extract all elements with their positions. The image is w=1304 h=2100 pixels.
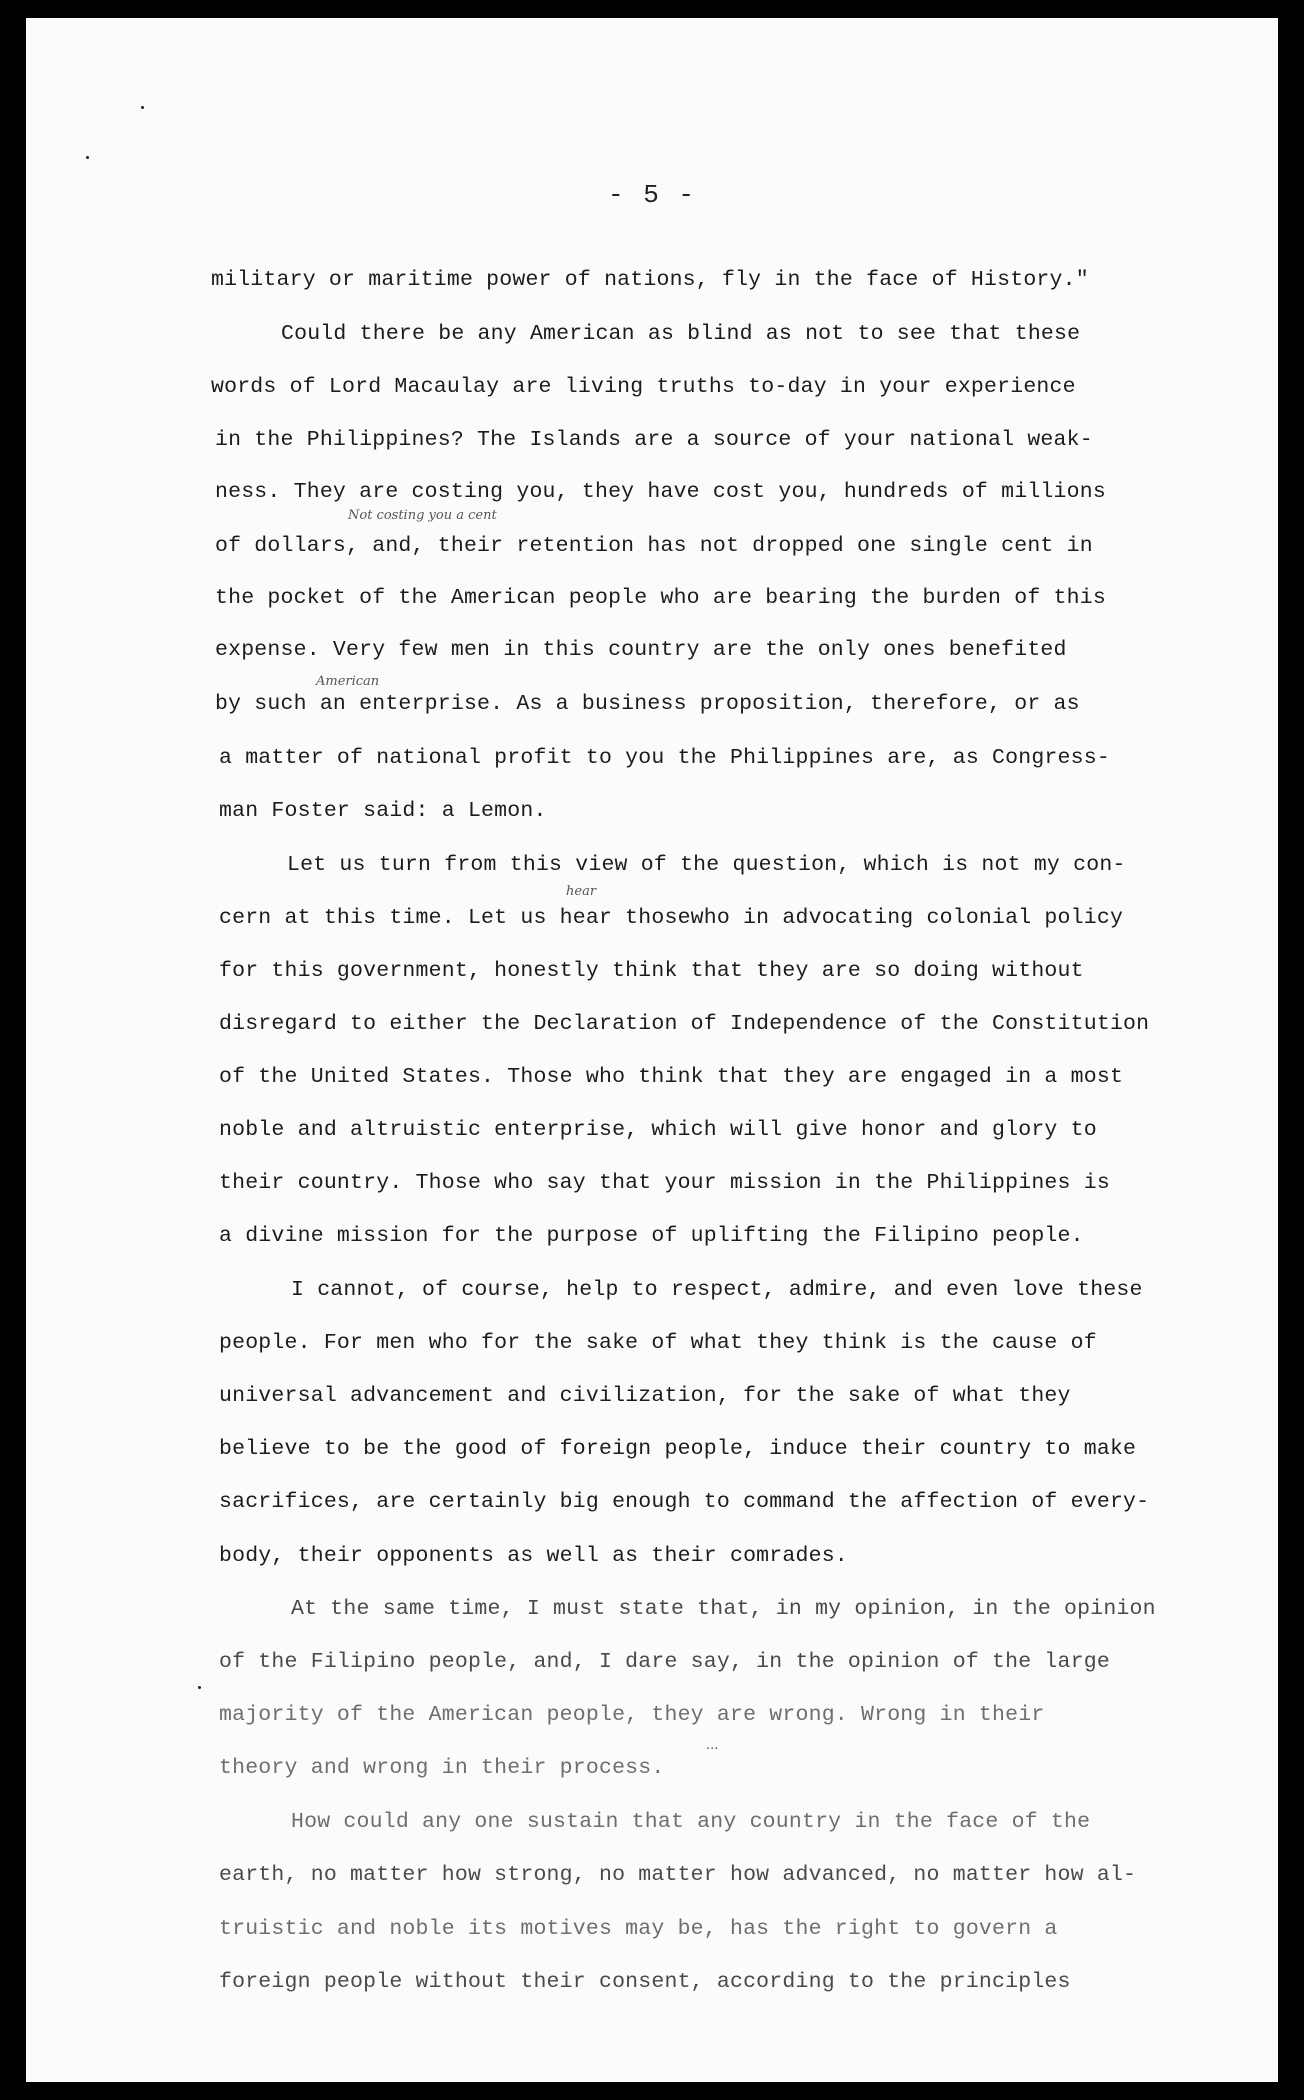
text-line: people. For men who for the sake of what they think is the cause of — [219, 1331, 1097, 1355]
text-line: majority of the American people, they are wrong. Wrong in their — [219, 1703, 1045, 1727]
text-line: man Foster said: a Lemon. — [219, 799, 547, 823]
text-line: body, their opponents as well as their comrades. — [219, 1544, 848, 1568]
text-line: noble and altruistic enterprise, which will give honor and glory to — [219, 1118, 1097, 1142]
text-line: theory and wrong in their process. — [219, 1756, 665, 1780]
document-page — [26, 18, 1278, 2082]
handwritten-note: ... — [706, 1738, 719, 1753]
text-line: military or maritime power of nations, fly in the face of History." — [211, 268, 1089, 292]
text-line: believe to be the good of foreign people, induce their country to make — [219, 1437, 1137, 1461]
text-line: in the Philippines? The Islands are a source of your national weak- — [215, 428, 1093, 452]
text-line: words of Lord Macaulay are living truths to-day in your experience — [211, 375, 1076, 399]
text-line: the pocket of the American people who are bearing the burden of this — [215, 586, 1106, 610]
text-line: foreign people without their consent, according to the principles — [219, 1970, 1071, 1994]
text-line: for this government, honestly think that they are so doing without — [219, 959, 1084, 983]
text-line: At the same time, I must state that, in my opinion, in the opinion — [291, 1597, 1156, 1621]
text-line: expense. Very few men in this country are the only ones benefited — [215, 638, 1067, 662]
text-line: a divine mission for the purpose of uplifting the Filipino people. — [219, 1224, 1084, 1248]
text-line: ness. They are costing you, they have cost you, hundreds of millions — [215, 480, 1106, 504]
text-line: of dollars, and, their retention has not dropped one single cent in — [215, 534, 1093, 558]
handwritten-note: Not costing you a cent — [348, 508, 497, 523]
text-line: I cannot, of course, help to respect, admire, and even love these — [291, 1278, 1143, 1302]
text-line: truistic and noble its motives may be, has the right to govern a — [219, 1917, 1058, 1941]
text-line: How could any one sustain that any country in the face of the — [291, 1810, 1091, 1834]
text-line: of the United States. Those who think that they are engaged in a most — [219, 1065, 1124, 1089]
page-number: - 5 - — [607, 180, 696, 210]
text-line: cern at this time. Let us hear thosewho in advocating colonial policy — [219, 906, 1124, 930]
text-line: earth, no matter how strong, no matter how advanced, no matter how al- — [219, 1863, 1137, 1887]
handwritten-note: American — [316, 674, 380, 689]
text-line: of the Filipino people, and, I dare say, in the opinion of the large — [219, 1650, 1110, 1674]
text-line: sacrifices, are certainly big enough to command the affection of every- — [219, 1490, 1150, 1514]
text-line: a matter of national profit to you the Philippines are, as Congress- — [219, 746, 1110, 770]
text-line: by such an enterprise. As a business proposition, therefore, or as — [215, 692, 1080, 716]
text-line: their country. Those who say that your mission in the Philippines is — [219, 1171, 1110, 1195]
body-text — [26, 18, 1278, 2082]
text-line: Let us turn from this view of the question, which is not my con- — [287, 853, 1126, 877]
text-line: disregard to either the Declaration of Independence of the Constitution — [219, 1012, 1150, 1036]
handwritten-note: hear — [566, 884, 597, 899]
text-line: universal advancement and civilization, for the sake of what they — [219, 1384, 1071, 1408]
text-line: Could there be any American as blind as not to see that these — [281, 322, 1081, 346]
